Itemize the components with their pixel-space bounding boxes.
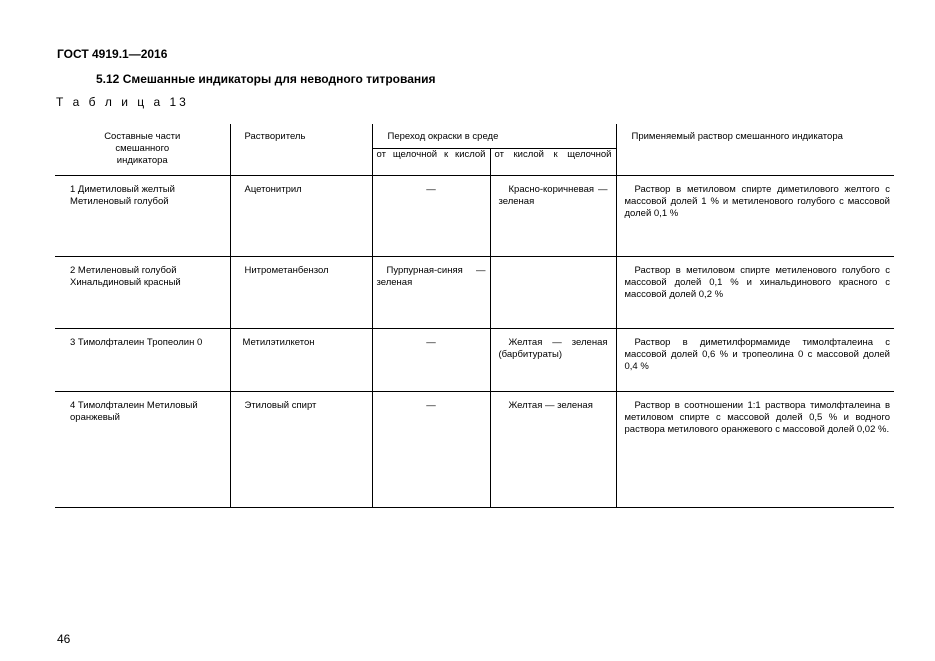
solution-cell: Раствор в метиловом спирте метиленового голубого с массовой долей 0,1 % и хинальдинового красного с массовой долей 0,2 %	[616, 256, 894, 328]
indicators-table	[55, 124, 894, 508]
acid-to-alk-cell	[490, 256, 616, 328]
solvent-cell: Ацетонитрил	[230, 175, 372, 256]
table-row	[55, 256, 894, 328]
alk-to-acid-cell: —	[372, 175, 490, 256]
components-cell: 3 Тимолфталеин Тропеолин 0	[55, 328, 230, 391]
components-cell: 4 Тимолфталеин Метиловый оранжевый	[55, 391, 230, 507]
alk-to-acid-cell: —	[372, 391, 490, 507]
alk-to-acid-cell: Пурпурная-синяя — зеленая	[372, 256, 490, 328]
table-caption: Т а б л и ц а 13	[56, 95, 189, 109]
header-applied-solution: Применяемый раствор смешанного индикатора	[616, 124, 894, 175]
header-solvent: Растворитель	[230, 124, 372, 175]
solution-cell: Раствор в диметилформамиде тимолфталеина с массовой долей 0,6 % и тропеолина 0 с массовой долей 0,4 %	[616, 328, 894, 391]
solution-cell: Раствор в соотношении 1:1 раствора тимолфталеина в метиловом спирте с массовой долей 0,5 % и водного раствора метилового оранжевого с массовой долей 0,02 %.	[616, 391, 894, 507]
alk-to-acid-cell: —	[372, 328, 490, 391]
solvent-cell: Этиловый спирт	[230, 391, 372, 507]
section-title: 5.12 Смешанные индикаторы для неводного титрования	[96, 72, 436, 86]
header-components: Составные части смешанного индикатора	[55, 124, 230, 175]
solvent-cell: Нитрометанбензол	[230, 256, 372, 328]
header-transition: Переход окраски в среде	[372, 124, 616, 148]
acid-to-alk-cell: Красно-коричневая — зеленая	[490, 175, 616, 256]
table-row	[55, 175, 894, 256]
acid-to-alk-cell: Желтая — зеленая	[490, 391, 616, 507]
components-cell: 2 Метиленовый голубой Хинальдиновый красный	[55, 256, 230, 328]
acid-to-alk-cell: Желтая — зеленая (барбитураты)	[490, 328, 616, 391]
components-cell: 1 Диметиловый желтый Метиленовый голубой	[55, 175, 230, 256]
table-row	[55, 328, 894, 391]
header-from-acidic: от кислой к щелочной	[490, 148, 616, 175]
standard-number: ГОСТ 4919.1—2016	[57, 47, 168, 61]
solution-cell: Раствор в метиловом спирте диметилового желтого с массовой долей 1 % и метиленового голубого с массовой долей 0,1 %	[616, 175, 894, 256]
header-from-alkaline: от щелочной к кислой	[372, 148, 490, 175]
solvent-cell: Метилэтилкетон	[230, 328, 372, 391]
page-number: 46	[57, 632, 71, 646]
table-row	[55, 391, 894, 507]
